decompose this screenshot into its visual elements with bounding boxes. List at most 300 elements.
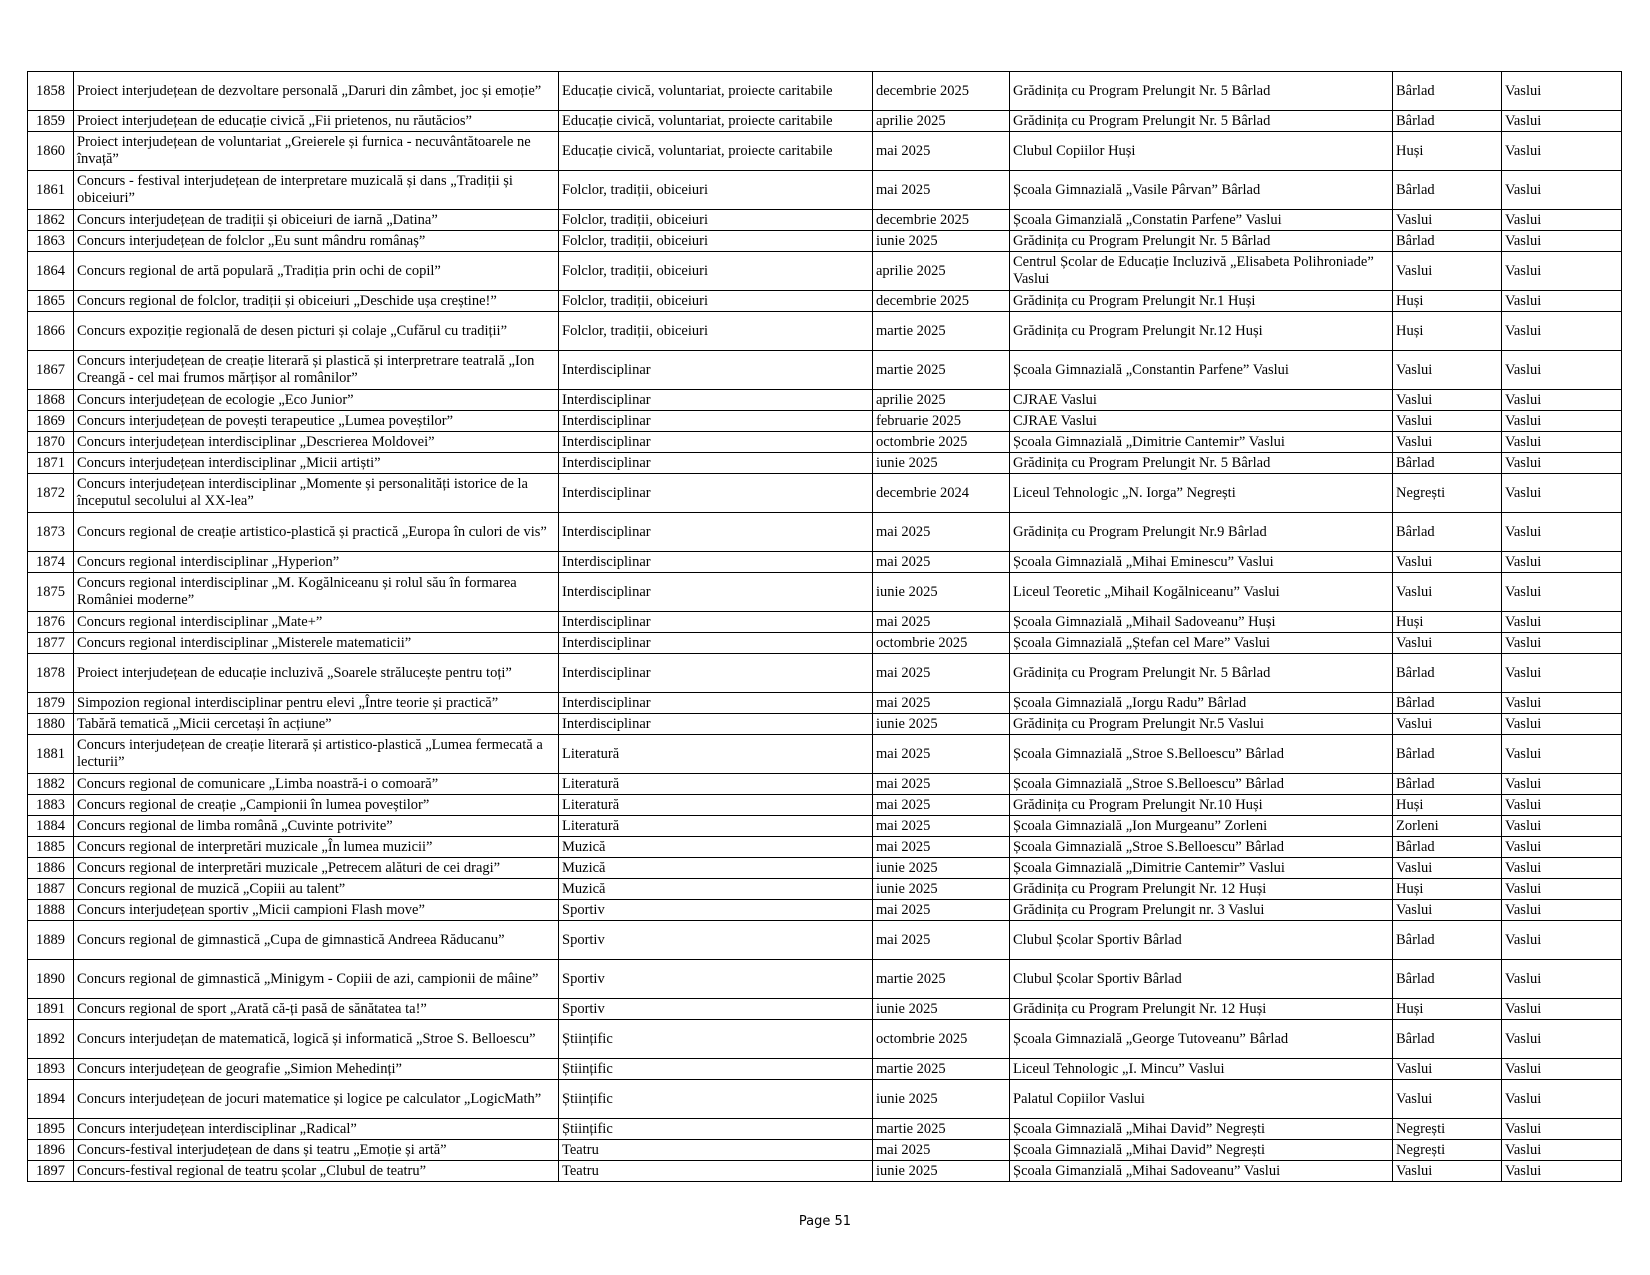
domain-cell: Științific [559, 1080, 873, 1119]
table-row [28, 453, 1622, 474]
row-number-cell: 1865 [28, 291, 74, 312]
city-cell: Bârlad [1393, 72, 1502, 111]
institution-cell: Grădinița cu Program Prelungit Nr.1 Huși [1010, 291, 1393, 312]
domain-cell: Interdisciplinar [559, 474, 873, 513]
date-cell: mai 2025 [873, 693, 1010, 714]
table-row [28, 231, 1622, 252]
domain-cell: Științific [559, 1020, 873, 1059]
table-row [28, 795, 1622, 816]
activity-title-cell: Concurs-festival interjudețean de dans și teatru „Emoție și artă” [74, 1140, 559, 1161]
city-cell: Vaslui [1393, 390, 1502, 411]
row-number-cell: 1885 [28, 837, 74, 858]
city-cell: Vaslui [1393, 633, 1502, 654]
activity-title-cell: Concurs interjudețean interdisciplinar „Descrierea Moldovei” [74, 432, 559, 453]
table-row [28, 411, 1622, 432]
county-cell: Vaslui [1502, 432, 1622, 453]
domain-cell: Muzică [559, 837, 873, 858]
institution-cell: Grădinița cu Program Prelungit Nr.10 Huși [1010, 795, 1393, 816]
institution-cell: Liceul Tehnologic „N. Iorga” Negrești [1010, 474, 1393, 513]
row-number-cell: 1878 [28, 654, 74, 693]
city-cell: Bârlad [1393, 837, 1502, 858]
city-cell: Huși [1393, 312, 1502, 351]
domain-cell: Folclor, tradiții, obiceiuri [559, 231, 873, 252]
date-cell: mai 2025 [873, 795, 1010, 816]
row-number-cell: 1876 [28, 612, 74, 633]
county-cell: Vaslui [1502, 171, 1622, 210]
county-cell: Vaslui [1502, 816, 1622, 837]
row-number-cell: 1873 [28, 513, 74, 552]
county-cell: Vaslui [1502, 453, 1622, 474]
row-number-cell: 1892 [28, 1020, 74, 1059]
county-cell: Vaslui [1502, 900, 1622, 921]
date-cell: martie 2025 [873, 351, 1010, 390]
city-cell: Huși [1393, 879, 1502, 900]
domain-cell: Literatură [559, 735, 873, 774]
activity-title-cell: Concurs interjudețan de matematică, logică și informatică „Stroe S. Belloescu” [74, 1020, 559, 1059]
table-row [28, 132, 1622, 171]
institution-cell: CJRAE Vaslui [1010, 411, 1393, 432]
domain-cell: Muzică [559, 879, 873, 900]
city-cell: Vaslui [1393, 252, 1502, 291]
date-cell: mai 2025 [873, 132, 1010, 171]
city-cell: Vaslui [1393, 411, 1502, 432]
county-cell: Vaslui [1502, 1020, 1622, 1059]
institution-cell: Grădinița cu Program Prelungit Nr. 12 Huși [1010, 879, 1393, 900]
county-cell: Vaslui [1502, 1119, 1622, 1140]
row-number-cell: 1866 [28, 312, 74, 351]
row-number-cell: 1880 [28, 714, 74, 735]
institution-cell: Școala Gimanzială „Mihai Sadoveanu” Vaslui [1010, 1161, 1393, 1182]
institution-cell: Școala Gimnazială „Mihai David” Negrești [1010, 1119, 1393, 1140]
domain-cell: Științific [559, 1119, 873, 1140]
activity-title-cell: Concurs regional de interpretări muzicale „Petrecem alături de cei dragi” [74, 858, 559, 879]
domain-cell: Muzică [559, 858, 873, 879]
institution-cell: Grădinița cu Program Prelungit Nr. 12 Huși [1010, 999, 1393, 1020]
institution-cell: Grădinița cu Program Prelungit Nr.5 Vaslui [1010, 714, 1393, 735]
activity-title-cell: Proiect interjudețean de educație civică „Fii prietenos, nu răutăcios” [74, 111, 559, 132]
activity-title-cell: Concurs interjudețean interdisciplinar „Radical” [74, 1119, 559, 1140]
institution-cell: Școala Gimnazială „Mihai David” Negrești [1010, 1140, 1393, 1161]
domain-cell: Educație civică, voluntariat, proiecte caritabile [559, 132, 873, 171]
county-cell: Vaslui [1502, 1059, 1622, 1080]
domain-cell: Științific [559, 1059, 873, 1080]
activity-title-cell: Concurs regional de gimnastică „Minigym - Copiii de azi, campionii de mâine” [74, 960, 559, 999]
county-cell: Vaslui [1502, 474, 1622, 513]
city-cell: Bârlad [1393, 960, 1502, 999]
city-cell: Huși [1393, 291, 1502, 312]
city-cell: Bârlad [1393, 654, 1502, 693]
activities-table [27, 71, 1622, 1182]
domain-cell: Sportiv [559, 900, 873, 921]
institution-cell: Școala Gimnazială „Mihai Eminescu” Vaslui [1010, 552, 1393, 573]
table-row [28, 960, 1622, 999]
city-cell: Zorleni [1393, 816, 1502, 837]
domain-cell: Interdisciplinar [559, 552, 873, 573]
table-row [28, 513, 1622, 552]
date-cell: octombrie 2025 [873, 1020, 1010, 1059]
table-row [28, 210, 1622, 231]
city-cell: Vaslui [1393, 858, 1502, 879]
date-cell: decembrie 2025 [873, 291, 1010, 312]
institution-cell: Școala Gimnazială „Stroe S.Belloescu” Bârlad [1010, 774, 1393, 795]
domain-cell: Interdisciplinar [559, 714, 873, 735]
domain-cell: Interdisciplinar [559, 573, 873, 612]
row-number-cell: 1875 [28, 573, 74, 612]
county-cell: Vaslui [1502, 231, 1622, 252]
activity-title-cell: Concurs regional interdisciplinar „Misterele matematicii” [74, 633, 559, 654]
date-cell: martie 2025 [873, 1119, 1010, 1140]
domain-cell: Sportiv [559, 999, 873, 1020]
table-row [28, 858, 1622, 879]
institution-cell: Școala Gimnazială „Mihail Sadoveanu” Huși [1010, 612, 1393, 633]
county-cell: Vaslui [1502, 312, 1622, 351]
city-cell: Bârlad [1393, 735, 1502, 774]
row-number-cell: 1888 [28, 900, 74, 921]
table-row [28, 291, 1622, 312]
row-number-cell: 1879 [28, 693, 74, 714]
domain-cell: Sportiv [559, 921, 873, 960]
domain-cell: Folclor, tradiții, obiceiuri [559, 291, 873, 312]
institution-cell: Școala Gimnazială „Dimitrie Cantemir” Vaslui [1010, 432, 1393, 453]
county-cell: Vaslui [1502, 291, 1622, 312]
date-cell: mai 2025 [873, 612, 1010, 633]
city-cell: Huși [1393, 612, 1502, 633]
institution-cell: Grădinița cu Program Prelungit Nr. 5 Bârlad [1010, 111, 1393, 132]
city-cell: Bârlad [1393, 921, 1502, 960]
activity-title-cell: Concurs interjudețean de tradiții și obiceiuri de iarnă „Datina” [74, 210, 559, 231]
city-cell: Bârlad [1393, 693, 1502, 714]
activity-title-cell: Concurs interjudețean de folclor „Eu sunt mândru românaș” [74, 231, 559, 252]
city-cell: Vaslui [1393, 573, 1502, 612]
table-row [28, 900, 1622, 921]
county-cell: Vaslui [1502, 774, 1622, 795]
activity-title-cell: Concurs regional interdisciplinar „M. Kogălniceanu și rolul său în formarea României moderne” [74, 573, 559, 612]
activity-title-cell: Concurs regional de creație artistico-plastică și practică „Europa în culori de vis” [74, 513, 559, 552]
date-cell: mai 2025 [873, 774, 1010, 795]
table-row [28, 714, 1622, 735]
county-cell: Vaslui [1502, 210, 1622, 231]
table-row [28, 921, 1622, 960]
county-cell: Vaslui [1502, 132, 1622, 171]
institution-cell: Școala Gimnazială „Constantin Parfene” Vaslui [1010, 351, 1393, 390]
row-number-cell: 1891 [28, 999, 74, 1020]
county-cell: Vaslui [1502, 654, 1622, 693]
city-cell: Vaslui [1393, 1059, 1502, 1080]
city-cell: Bârlad [1393, 1020, 1502, 1059]
institution-cell: Clubul Școlar Sportiv Bârlad [1010, 921, 1393, 960]
row-number-cell: 1858 [28, 72, 74, 111]
row-number-cell: 1882 [28, 774, 74, 795]
city-cell: Vaslui [1393, 351, 1502, 390]
activity-title-cell: Concurs interjudețean de geografie „Simion Mehedinți” [74, 1059, 559, 1080]
city-cell: Negrești [1393, 1140, 1502, 1161]
row-number-cell: 1893 [28, 1059, 74, 1080]
page-number: Page 51 [798, 1214, 852, 1229]
institution-cell: Grădinița cu Program Prelungit Nr. 5 Bârlad [1010, 72, 1393, 111]
domain-cell: Teatru [559, 1161, 873, 1182]
institution-cell: Școala Gimnazială „Ion Murgeanu” Zorleni [1010, 816, 1393, 837]
activity-title-cell: Concurs - festival interjudețean de interpretare muzicală și dans „Tradiții și obiceiuri” [74, 171, 559, 210]
date-cell: mai 2025 [873, 900, 1010, 921]
activity-title-cell: Concurs regional de sport „Arată că-ți pasă de sănătatea ta!” [74, 999, 559, 1020]
institution-cell: Școala Gimanzială „Constatin Parfene” Vaslui [1010, 210, 1393, 231]
city-cell: Vaslui [1393, 1161, 1502, 1182]
row-number-cell: 1886 [28, 858, 74, 879]
table-row [28, 612, 1622, 633]
county-cell: Vaslui [1502, 111, 1622, 132]
institution-cell: Școala Gimnazială „Vasile Pârvan” Bârlad [1010, 171, 1393, 210]
table-row [28, 1059, 1622, 1080]
table-row [28, 72, 1622, 111]
date-cell: mai 2025 [873, 921, 1010, 960]
table-row [28, 774, 1622, 795]
date-cell: aprilie 2025 [873, 252, 1010, 291]
institution-cell: Grădinița cu Program Prelungit Nr.12 Huși [1010, 312, 1393, 351]
institution-cell: Școala Gimnazială „Stroe S.Belloescu” Bârlad [1010, 735, 1393, 774]
row-number-cell: 1890 [28, 960, 74, 999]
activity-title-cell: Concurs regional de limba română „Cuvinte potrivite” [74, 816, 559, 837]
institution-cell: Liceul Teoretic „Mihail Kogălniceanu” Vaslui [1010, 573, 1393, 612]
county-cell: Vaslui [1502, 795, 1622, 816]
county-cell: Vaslui [1502, 735, 1622, 774]
city-cell: Bârlad [1393, 231, 1502, 252]
table-row [28, 312, 1622, 351]
county-cell: Vaslui [1502, 879, 1622, 900]
county-cell: Vaslui [1502, 1140, 1622, 1161]
city-cell: Negrești [1393, 1119, 1502, 1140]
activity-title-cell: Simpozion regional interdisciplinar pentru elevi „Între teorie și practică” [74, 693, 559, 714]
row-number-cell: 1884 [28, 816, 74, 837]
activity-title-cell: Concurs regional de creație „Campionii în lumea poveștilor” [74, 795, 559, 816]
table-row [28, 879, 1622, 900]
activity-title-cell: Concurs regional de folclor, tradiții și obiceiuri „Deschide ușa creștine!” [74, 291, 559, 312]
county-cell: Vaslui [1502, 252, 1622, 291]
domain-cell: Interdisciplinar [559, 351, 873, 390]
city-cell: Bârlad [1393, 171, 1502, 210]
table-row [28, 573, 1622, 612]
county-cell: Vaslui [1502, 513, 1622, 552]
domain-cell: Literatură [559, 795, 873, 816]
table-body [28, 72, 1622, 1182]
institution-cell: Școala Gimnazială „Iorgu Radu” Bârlad [1010, 693, 1393, 714]
date-cell: mai 2025 [873, 816, 1010, 837]
county-cell: Vaslui [1502, 351, 1622, 390]
row-number-cell: 1894 [28, 1080, 74, 1119]
date-cell: mai 2025 [873, 735, 1010, 774]
domain-cell: Interdisciplinar [559, 432, 873, 453]
county-cell: Vaslui [1502, 411, 1622, 432]
date-cell: iunie 2025 [873, 1161, 1010, 1182]
date-cell: mai 2025 [873, 654, 1010, 693]
institution-cell: Grădinița cu Program Prelungit Nr. 5 Bârlad [1010, 453, 1393, 474]
domain-cell: Folclor, tradiții, obiceiuri [559, 252, 873, 291]
table-row [28, 252, 1622, 291]
date-cell: mai 2025 [873, 552, 1010, 573]
domain-cell: Literatură [559, 774, 873, 795]
row-number-cell: 1897 [28, 1161, 74, 1182]
date-cell: iunie 2025 [873, 231, 1010, 252]
table-row [28, 171, 1622, 210]
domain-cell: Folclor, tradiții, obiceiuri [559, 210, 873, 231]
date-cell: mai 2025 [873, 171, 1010, 210]
activity-title-cell: Concurs regional interdisciplinar „Hyperion” [74, 552, 559, 573]
table-row [28, 111, 1622, 132]
activity-title-cell: Concurs interjudețean de creație literară și plastică și interpretrare teatrală „Ion Creangă - cel mai frumos mărțișor al românilor” [74, 351, 559, 390]
city-cell: Bârlad [1393, 513, 1502, 552]
activity-title-cell: Proiect interjudețean de educație incluzivă „Soarele strălucește pentru toți” [74, 654, 559, 693]
city-cell: Vaslui [1393, 900, 1502, 921]
table-row [28, 1140, 1622, 1161]
table-row [28, 1119, 1622, 1140]
activity-title-cell: Concurs interjudețean de ecologie „Eco Junior” [74, 390, 559, 411]
domain-cell: Sportiv [559, 960, 873, 999]
table-row [28, 1080, 1622, 1119]
row-number-cell: 1871 [28, 453, 74, 474]
city-cell: Vaslui [1393, 552, 1502, 573]
activity-title-cell: Concurs regional interdisciplinar „Mate+” [74, 612, 559, 633]
county-cell: Vaslui [1502, 693, 1622, 714]
institution-cell: Școala Gimnazială „George Tutoveanu” Bârlad [1010, 1020, 1393, 1059]
institution-cell: Liceul Tehnologic „I. Mincu” Vaslui [1010, 1059, 1393, 1080]
activity-title-cell: Concurs interjudețean interdisciplinar „Micii artiști” [74, 453, 559, 474]
row-number-cell: 1883 [28, 795, 74, 816]
county-cell: Vaslui [1502, 390, 1622, 411]
institution-cell: Clubul Școlar Sportiv Bârlad [1010, 960, 1393, 999]
row-number-cell: 1862 [28, 210, 74, 231]
row-number-cell: 1859 [28, 111, 74, 132]
activity-title-cell: Concurs regional de muzică „Copiii au talent” [74, 879, 559, 900]
table-row [28, 654, 1622, 693]
domain-cell: Interdisciplinar [559, 612, 873, 633]
date-cell: octombrie 2025 [873, 633, 1010, 654]
domain-cell: Interdisciplinar [559, 453, 873, 474]
activity-title-cell: Concurs interjudețean de jocuri matematice și logice pe calculator „LogicMath” [74, 1080, 559, 1119]
date-cell: decembrie 2024 [873, 474, 1010, 513]
activity-title-cell: Proiect interjudețean de dezvoltare personală „Daruri din zâmbet, joc și emoție” [74, 72, 559, 111]
date-cell: aprilie 2025 [873, 111, 1010, 132]
domain-cell: Literatură [559, 816, 873, 837]
date-cell: iunie 2025 [873, 999, 1010, 1020]
institution-cell: Școala Gimnazială „Stroe S.Belloescu” Bârlad [1010, 837, 1393, 858]
row-number-cell: 1861 [28, 171, 74, 210]
county-cell: Vaslui [1502, 1161, 1622, 1182]
table-row [28, 1161, 1622, 1182]
institution-cell: CJRAE Vaslui [1010, 390, 1393, 411]
activity-title-cell: Tabără tematică „Micii cercetași în acțiune” [74, 714, 559, 735]
city-cell: Vaslui [1393, 432, 1502, 453]
institution-cell: Grădinița cu Program Prelungit nr. 3 Vaslui [1010, 900, 1393, 921]
date-cell: decembrie 2025 [873, 72, 1010, 111]
row-number-cell: 1872 [28, 474, 74, 513]
city-cell: Vaslui [1393, 210, 1502, 231]
city-cell: Negrești [1393, 474, 1502, 513]
activity-title-cell: Concurs-festival regional de teatru școlar „Clubul de teatru” [74, 1161, 559, 1182]
domain-cell: Educație civică, voluntariat, proiecte caritabile [559, 72, 873, 111]
activity-title-cell: Concurs interjudețean sportiv „Micii campioni Flash move” [74, 900, 559, 921]
row-number-cell: 1864 [28, 252, 74, 291]
date-cell: martie 2025 [873, 1059, 1010, 1080]
county-cell: Vaslui [1502, 573, 1622, 612]
domain-cell: Interdisciplinar [559, 411, 873, 432]
date-cell: martie 2025 [873, 312, 1010, 351]
county-cell: Vaslui [1502, 858, 1622, 879]
activity-title-cell: Concurs regional de comunicare „Limba noastră-i o comoară” [74, 774, 559, 795]
activity-title-cell: Concurs expoziție regională de desen picturi și colaje „Cufărul cu tradiții” [74, 312, 559, 351]
row-number-cell: 1887 [28, 879, 74, 900]
activity-title-cell: Concurs regional de interpretări muzicale „În lumea muzicii” [74, 837, 559, 858]
table-row [28, 837, 1622, 858]
date-cell: octombrie 2025 [873, 432, 1010, 453]
domain-cell: Interdisciplinar [559, 654, 873, 693]
date-cell: iunie 2025 [873, 879, 1010, 900]
table-row [28, 999, 1622, 1020]
county-cell: Vaslui [1502, 633, 1622, 654]
table-row [28, 816, 1622, 837]
city-cell: Huși [1393, 999, 1502, 1020]
institution-cell: Grădinița cu Program Prelungit Nr. 5 Bârlad [1010, 654, 1393, 693]
county-cell: Vaslui [1502, 999, 1622, 1020]
date-cell: iunie 2025 [873, 714, 1010, 735]
county-cell: Vaslui [1502, 960, 1622, 999]
city-cell: Bârlad [1393, 111, 1502, 132]
domain-cell: Teatru [559, 1140, 873, 1161]
city-cell: Bârlad [1393, 774, 1502, 795]
activity-title-cell: Concurs interjudețean interdisciplinar „Momente și personalități istorice de la începutul secolului al XX-lea” [74, 474, 559, 513]
institution-cell: Palatul Copiilor Vaslui [1010, 1080, 1393, 1119]
date-cell: mai 2025 [873, 1140, 1010, 1161]
table-row [28, 432, 1622, 453]
date-cell: iunie 2025 [873, 1080, 1010, 1119]
activity-title-cell: Concurs regional de gimnastică „Cupa de gimnastică Andreea Răducanu” [74, 921, 559, 960]
date-cell: iunie 2025 [873, 453, 1010, 474]
county-cell: Vaslui [1502, 837, 1622, 858]
institution-cell: Grădinița cu Program Prelungit Nr.9 Bârlad [1010, 513, 1393, 552]
city-cell: Vaslui [1393, 1080, 1502, 1119]
table-row [28, 735, 1622, 774]
row-number-cell: 1874 [28, 552, 74, 573]
date-cell: decembrie 2025 [873, 210, 1010, 231]
date-cell: aprilie 2025 [873, 390, 1010, 411]
row-number-cell: 1877 [28, 633, 74, 654]
date-cell: iunie 2025 [873, 858, 1010, 879]
institution-cell: Școala Gimnazială „Ștefan cel Mare” Vaslui [1010, 633, 1393, 654]
row-number-cell: 1863 [28, 231, 74, 252]
date-cell: iunie 2025 [873, 573, 1010, 612]
row-number-cell: 1870 [28, 432, 74, 453]
row-number-cell: 1896 [28, 1140, 74, 1161]
table-row [28, 1020, 1622, 1059]
domain-cell: Folclor, tradiții, obiceiuri [559, 312, 873, 351]
row-number-cell: 1869 [28, 411, 74, 432]
county-cell: Vaslui [1502, 921, 1622, 960]
row-number-cell: 1867 [28, 351, 74, 390]
institution-cell: Grădinița cu Program Prelungit Nr. 5 Bârlad [1010, 231, 1393, 252]
domain-cell: Folclor, tradiții, obiceiuri [559, 171, 873, 210]
table-row [28, 351, 1622, 390]
city-cell: Bârlad [1393, 453, 1502, 474]
table-row [28, 474, 1622, 513]
table-row [28, 552, 1622, 573]
county-cell: Vaslui [1502, 552, 1622, 573]
table-row [28, 390, 1622, 411]
institution-cell: Școala Gimnazială „Dimitrie Cantemir” Vaslui [1010, 858, 1393, 879]
county-cell: Vaslui [1502, 714, 1622, 735]
activity-title-cell: Proiect interjudețean de voluntariat „Greierele și furnica - necuvântătoarele ne învață” [74, 132, 559, 171]
domain-cell: Interdisciplinar [559, 513, 873, 552]
date-cell: februarie 2025 [873, 411, 1010, 432]
county-cell: Vaslui [1502, 612, 1622, 633]
activity-title-cell: Concurs regional de artă populară „Tradiția prin ochi de copil” [74, 252, 559, 291]
